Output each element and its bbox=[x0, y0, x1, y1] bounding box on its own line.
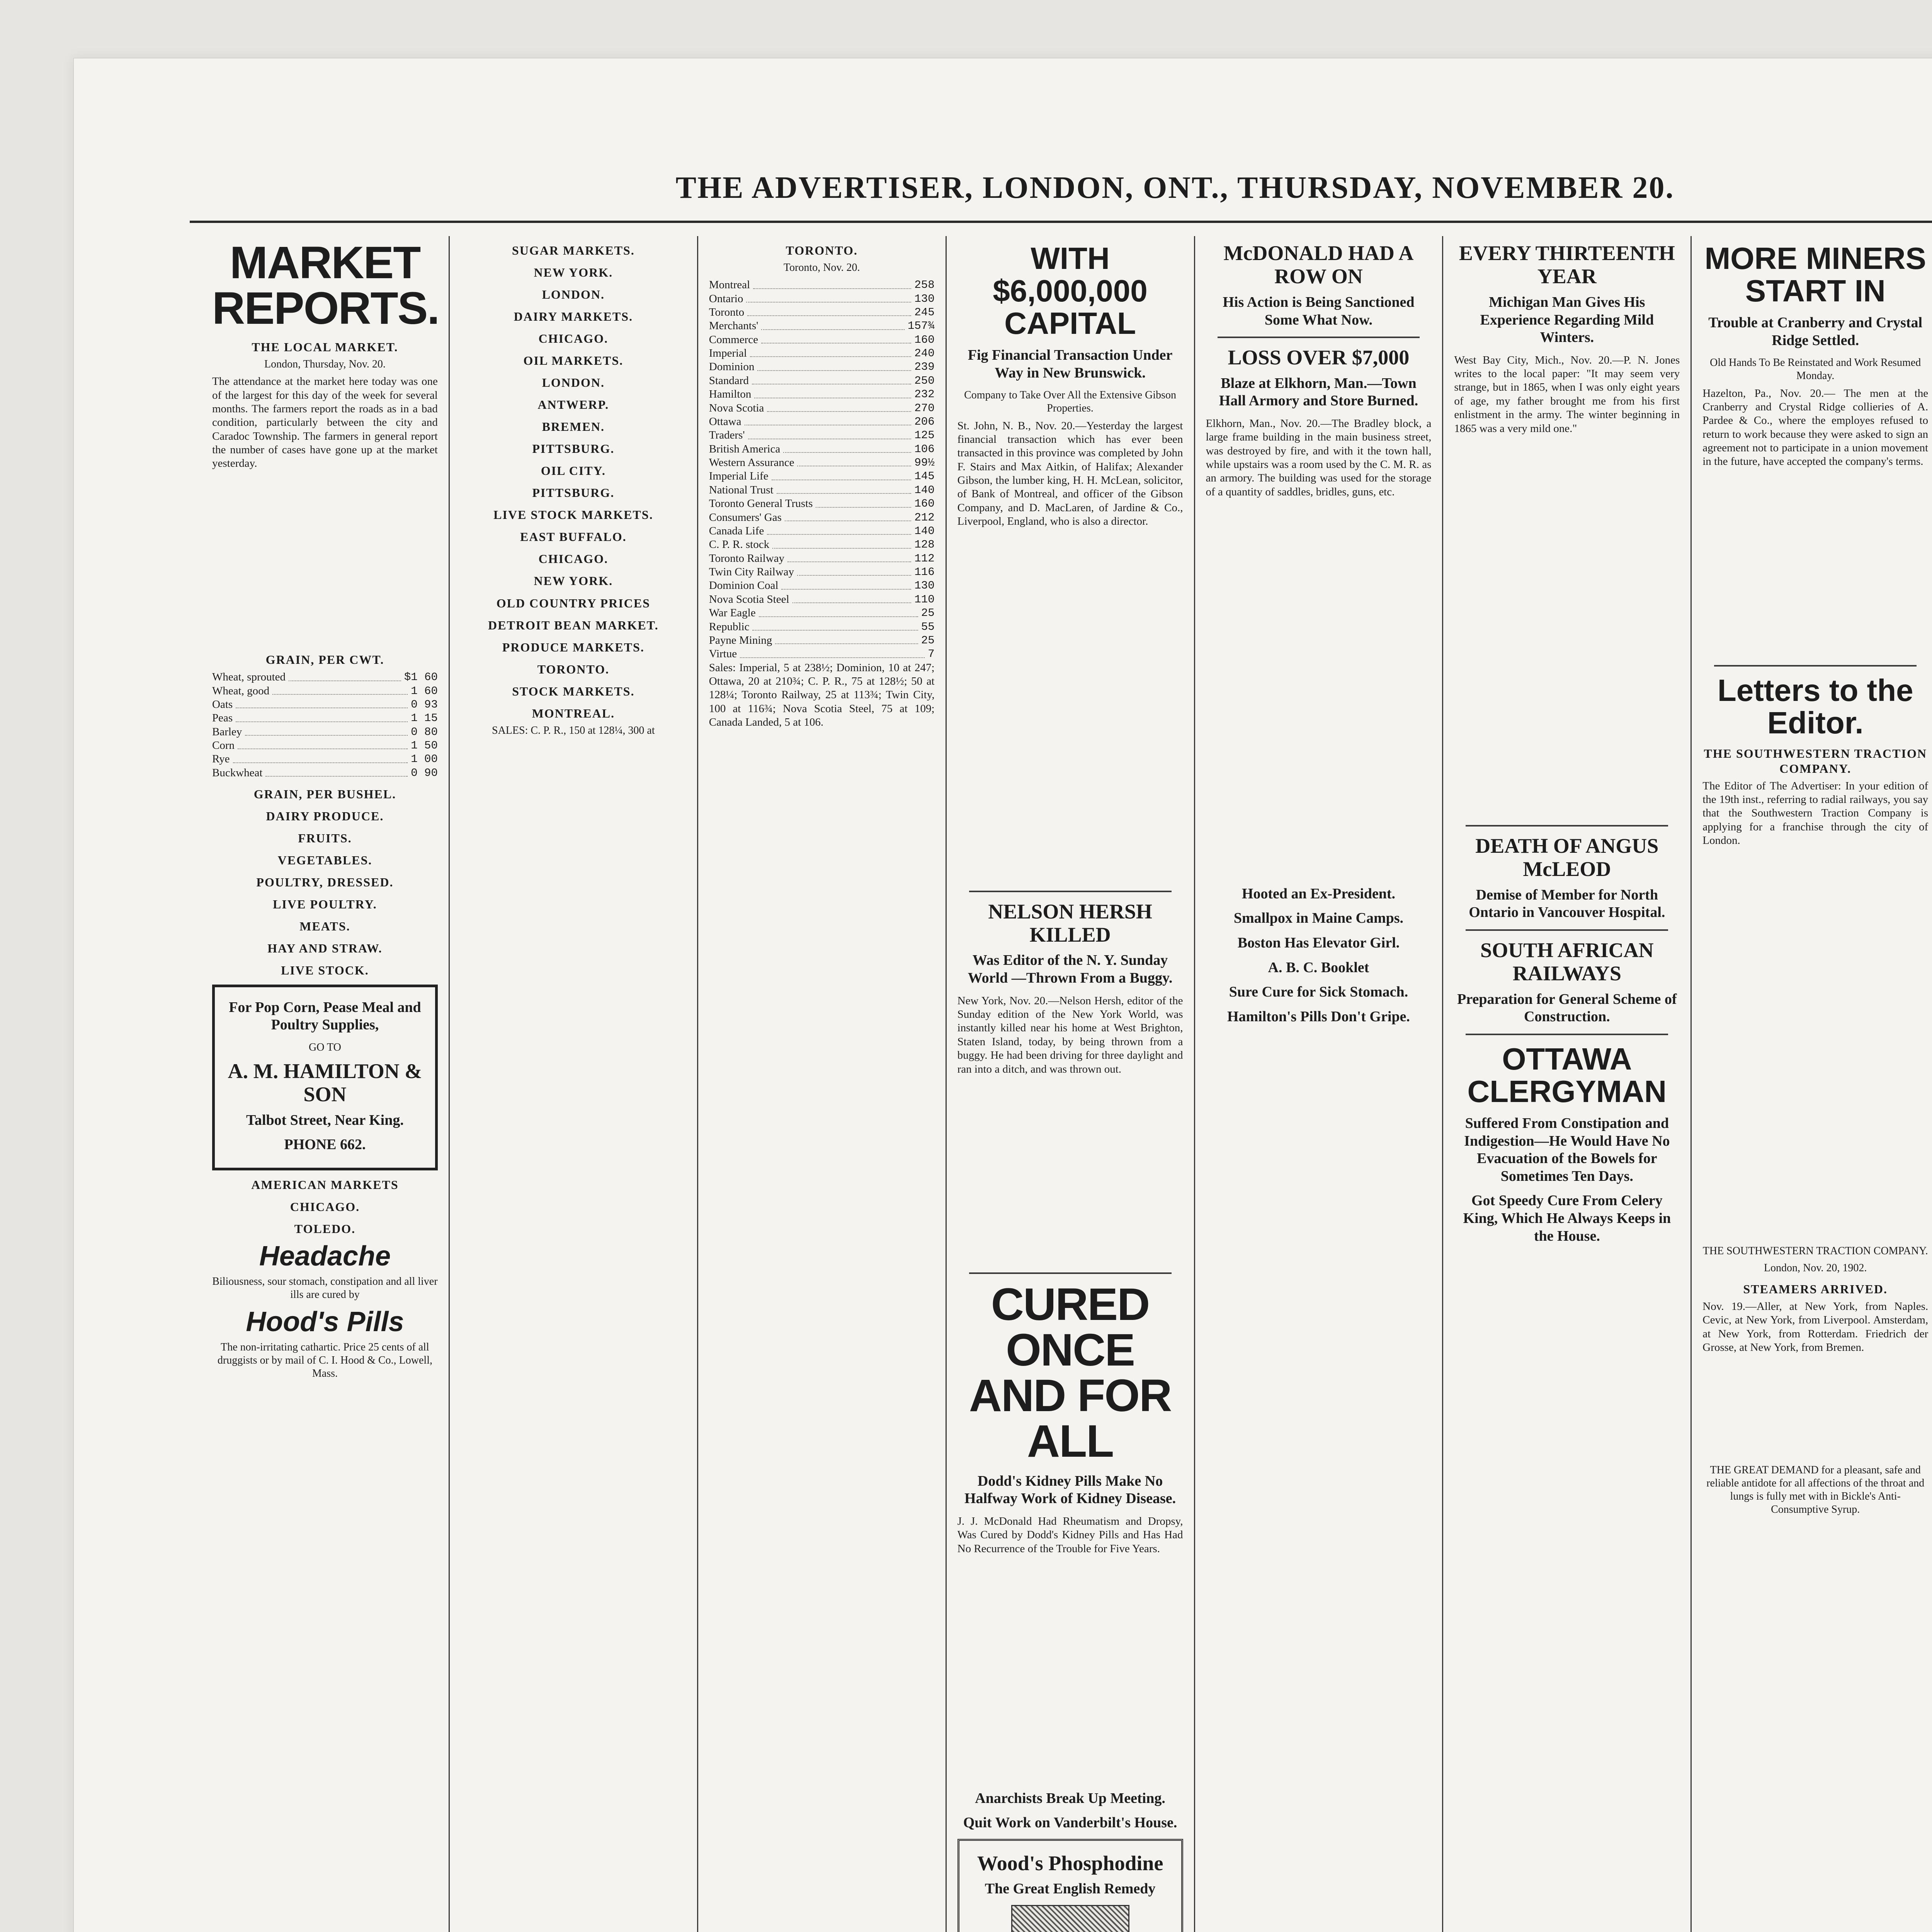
steamers-body: Nov. 19.—Aller, at New York, from Naples. Cevic, at New York, from Liverpool. Amsterdam, at New York, from Rotterdam. Friedrich der Grosse, at New York, from Bremen. bbox=[1702, 1300, 1929, 1354]
stock-row: Imperial Life 145 bbox=[709, 470, 935, 483]
stock-row: Ottawa 206 bbox=[709, 415, 935, 428]
south-african-headline: SOUTH AFRICAN RAILWAYS bbox=[1480, 938, 1654, 985]
stomach-head: Sure Cure for Sick Stomach. bbox=[1229, 984, 1408, 1000]
pittsburg-head: PITTSBURG. bbox=[532, 442, 615, 456]
stock-row: Twin City Railway 116 bbox=[709, 566, 935, 579]
column-3 bbox=[697, 236, 946, 1932]
american-markets-head: AMERICAN MARKETS bbox=[251, 1177, 399, 1192]
woods-phosphodine-ad bbox=[957, 1839, 1183, 1932]
stock-table bbox=[709, 278, 935, 661]
cured-subhead: Dodd's Kidney Pills Make No Halfway Work of Kidney Disease. bbox=[964, 1473, 1176, 1507]
miners-headline: MORE MINERS START IN bbox=[1704, 241, 1926, 308]
death-mcleod-headline: DEATH OF ANGUS McLEOD bbox=[1475, 834, 1659, 881]
live-poultry-head: LIVE POULTRY. bbox=[273, 897, 377, 912]
letters-headline: Letters to the Editor. bbox=[1717, 673, 1913, 740]
capital-subhead: Fig Financial Transaction Under Way in New Brunswick. bbox=[968, 347, 1173, 381]
london-head: LONDON. bbox=[542, 287, 605, 302]
stock-row: C. P. R. stock 128 bbox=[709, 538, 935, 551]
stock-row: Commerce 160 bbox=[709, 333, 935, 346]
headache-ad-title: Headache bbox=[259, 1241, 391, 1272]
stock-row: British America 106 bbox=[709, 442, 935, 456]
hamilton-ad-address: Talbot Street, Near King. bbox=[246, 1112, 404, 1128]
grain-cwt-row: Barley 0 80 bbox=[212, 725, 438, 738]
dairy-head: DAIRY PRODUCE. bbox=[266, 809, 384, 823]
stock-row: War Eagle 25 bbox=[709, 607, 935, 620]
london-oil-head: LONDON. bbox=[542, 376, 605, 390]
newyork-livestock-head: NEW YORK. bbox=[534, 574, 613, 588]
miners-body: Hazelton, Pa., Nov. 20.— The men at the Cranberry and Crystal Ridge collieries of A. Pardee & Co., where the employes refused to return to work because they were asked to sign an agreement not to participate in a union movement in the future, have accepted the company's terms. bbox=[1702, 387, 1929, 468]
south-african-subhead: Preparation for General Scheme of Construction. bbox=[1457, 991, 1677, 1025]
separator bbox=[969, 1272, 1172, 1274]
toronto-produce-head: TORONTO. bbox=[537, 662, 610, 676]
traction-date: London, Nov. 20, 1902. bbox=[1764, 1262, 1867, 1274]
stock-row: Dominion Coal 130 bbox=[709, 579, 935, 592]
toledo-head: TOLEDO. bbox=[294, 1222, 356, 1236]
woods-ad-subtitle: The Great English Remedy bbox=[985, 1881, 1156, 1897]
traction-signature: THE SOUTHWESTERN TRACTION COMPANY. bbox=[1702, 1245, 1928, 1257]
vanderbilt-head: Quit Work on Vanderbilt's House. bbox=[963, 1815, 1177, 1831]
market-reports-headline: MARKET REPORTS. bbox=[212, 237, 439, 334]
smallpox-head: Smallpox in Maine Camps. bbox=[1233, 910, 1404, 927]
local-market-dateline: London, Thursday, Nov. 20. bbox=[264, 358, 386, 371]
hamilton-ad-goto: GO TO bbox=[309, 1041, 341, 1053]
local-market-head: THE LOCAL MARKET. bbox=[252, 340, 398, 354]
stock-row: Nova Scotia Steel 110 bbox=[709, 593, 935, 606]
hoods-pills-ad-title: Hood's Pills bbox=[246, 1306, 404, 1338]
hamilton-ad-name: A. M. HAMILTON & SON bbox=[228, 1059, 422, 1106]
sales-line: SALES: C. P. R., 150 at 128¼, 300 at bbox=[492, 724, 655, 736]
column-6 bbox=[1442, 236, 1690, 1932]
boston-head: Boston Has Elevator Girl. bbox=[1237, 934, 1400, 951]
chicago-head: CHICAGO. bbox=[290, 1200, 360, 1214]
capital-headline: WITH $6,000,000 CAPITAL bbox=[993, 241, 1148, 340]
stock-row: Ontario 130 bbox=[709, 292, 935, 305]
woods-portrait-illustration bbox=[1011, 1905, 1129, 1932]
thirteenth-year-headline: EVERY THIRTEENTH YEAR bbox=[1459, 242, 1675, 288]
hay-head: HAY AND STRAW. bbox=[267, 941, 383, 956]
stock-row: Standard 250 bbox=[709, 374, 935, 387]
traction-head: THE SOUTHWESTERN TRACTION COMPANY. bbox=[1704, 746, 1927, 776]
separator bbox=[1218, 337, 1420, 338]
column-4 bbox=[946, 236, 1194, 1932]
dairy-markets-head: DAIRY MARKETS. bbox=[514, 310, 633, 324]
hooted-head: Hooted an Ex-President. bbox=[1242, 885, 1396, 902]
death-mcleod-subhead: Demise of Member for North Ontario in Vancouver Hospital. bbox=[1469, 886, 1665, 921]
grain-bushel-head: GRAIN, PER BUSHEL. bbox=[253, 787, 396, 801]
separator bbox=[1466, 825, 1668, 827]
pittsburg-2-head: PITTSBURG. bbox=[532, 486, 615, 500]
headache-ad-text: Biliousness, sour stomach, constipation and all liver ills are cured by bbox=[212, 1275, 438, 1301]
column-5 bbox=[1194, 236, 1442, 1932]
loss-subhead: Blaze at Elkhorn, Man.—Town Hall Armory and Store Burned. bbox=[1219, 375, 1418, 409]
stock-row: Toronto 245 bbox=[709, 306, 935, 319]
ottawa-clergyman-headline: OTTAWA CLERGYMAN bbox=[1467, 1041, 1667, 1109]
hamilton-pills-head: Hamilton's Pills Don't Gripe. bbox=[1227, 1008, 1410, 1025]
chicago-dairy-head: CHICAGO. bbox=[538, 332, 609, 346]
hamilton-ad-line1: For Pop Corn, Pease Meal and Poultry Supplies, bbox=[229, 999, 421, 1033]
column-1 bbox=[201, 236, 449, 1932]
masthead-rule bbox=[190, 221, 1932, 223]
grain-cwt-row: Buckwheat 0 90 bbox=[212, 766, 438, 779]
stock-row: Hamilton 232 bbox=[709, 388, 935, 401]
column-2 bbox=[449, 236, 697, 1932]
loss-body: Elkhorn, Man., Nov. 20.—The Bradley block, a large frame building in the main business street, was destroyed by fire, and with it the town hall, while upstairs was a room used by the C. M. R. as an armory. The building was used for the storage of a quantity of saddles, bridles, guns, etc. bbox=[1206, 417, 1432, 498]
stock-markets-head: STOCK MARKETS. bbox=[512, 684, 635, 698]
antwerp-head: ANTWERP. bbox=[537, 398, 609, 412]
ottawa-clergyman-subhead: Suffered From Constipation and Indigestion—He Would Have No Evacuation of the Bowels for Sometimes Ten Days. bbox=[1464, 1115, 1670, 1184]
local-market-text: The attendance at the market here today was one of the largest for this day of the week for several months. The farmers report the roads as in a bad condition, particularly between the city and Caradoc Township. The farmers in general report the number of cases have gone up at the market yesterday. bbox=[212, 375, 438, 470]
capital-body: St. John, N. B., Nov. 20.—Yesterday the largest financial transaction which has ever been transacted in this province was completed by John F. Stairs and Max Aitkin, of Halifax; Alexander Gibson, the lumber king, H. H. McLean, solicitor, of Bank of Montreal, and officer of the Gibson Company, and D. MacLaren, of Jardine & Co., Liverpool, England, who is also a director. bbox=[957, 419, 1183, 528]
stock-row: National Trust 140 bbox=[709, 483, 935, 497]
nelson-headline: NELSON HERSH KILLED bbox=[988, 900, 1152, 946]
east-buffalo-head: EAST BUFFALO. bbox=[520, 530, 627, 544]
grain-cwt-row: Oats 0 93 bbox=[212, 698, 438, 711]
live-stock-head: LIVE STOCK. bbox=[281, 963, 369, 978]
stock-row: Merchants' 157¾ bbox=[709, 320, 935, 333]
grain-cwt-row: Corn 1 50 bbox=[212, 739, 438, 752]
abc-head: A. B. C. Booklet bbox=[1268, 959, 1369, 976]
hoods-pills-ad-text: The non-irritating cathartic. Price 25 cents of all druggists or by mail of C. I. Hood & Co., Lowell, Mass. bbox=[217, 1341, 432, 1380]
woods-ad-title: Wood's Phosphodine bbox=[977, 1852, 1163, 1875]
detroit-bean-head: DETROIT BEAN MARKET. bbox=[488, 618, 659, 632]
grain-cwt-row: Wheat, good 1 60 bbox=[212, 684, 438, 697]
steamers-head: STEAMERS ARRIVED. bbox=[1743, 1282, 1888, 1296]
sugar-markets-head: SUGAR MARKETS. bbox=[512, 243, 635, 257]
anarchists-head: Anarchists Break Up Meeting. bbox=[975, 1790, 1165, 1806]
columns bbox=[201, 236, 1932, 1932]
bremen-head: BREMEN. bbox=[542, 420, 605, 434]
grain-cwt-head: GRAIN, PER CWT. bbox=[265, 653, 384, 667]
miners-sub2: Old Hands To Be Reinstated and Work Resumed Monday. bbox=[1710, 357, 1921, 382]
stock-row: Virtue 7 bbox=[709, 648, 935, 661]
grain-cwt-list bbox=[212, 670, 438, 780]
cured-headline: CURED ONCE AND FOR ALL bbox=[969, 1279, 1172, 1467]
stock-row: Canada Life 140 bbox=[709, 524, 935, 537]
thirteenth-year-subhead: Michigan Man Gives His Experience Regarding Mild Winters. bbox=[1480, 294, 1654, 346]
grain-cwt-row: Rye 1 00 bbox=[212, 753, 438, 766]
separator bbox=[969, 891, 1172, 892]
separator bbox=[1466, 929, 1668, 931]
toronto-stocks-head: TORONTO. bbox=[786, 243, 858, 257]
fruits-head: FRUITS. bbox=[298, 831, 352, 845]
oil-city-head: OIL CITY. bbox=[541, 464, 606, 478]
grain-cwt-row: Peas 1 15 bbox=[212, 712, 438, 725]
vegetables-head: VEGETABLES. bbox=[277, 853, 372, 867]
separator bbox=[1466, 1034, 1668, 1035]
stock-row: Toronto General Trusts 160 bbox=[709, 497, 935, 510]
toronto-stocks-dateline: Toronto, Nov. 20. bbox=[783, 262, 860, 274]
oil-markets-head: OIL MARKETS. bbox=[523, 354, 624, 368]
hamilton-ad-phone: PHONE 662. bbox=[284, 1136, 366, 1153]
grain-cwt-row: Wheat, sprouted $1 60 bbox=[212, 671, 438, 684]
loss-headline: LOSS OVER $7,000 bbox=[1228, 346, 1410, 369]
stock-row: Western Assurance 99½ bbox=[709, 456, 935, 469]
stock-row: Dominion 239 bbox=[709, 361, 935, 374]
miners-subhead: Trouble at Cranberry and Crystal Ridge Settled. bbox=[1708, 315, 1923, 349]
ottawa-clergyman-subhead-2: Got Speedy Cure From Celery King, Which He Always Keeps in the House. bbox=[1463, 1192, 1671, 1244]
thirteenth-year-body: West Bay City, Mich., Nov. 20.—P. N. Jones writes to the local paper: "It may seem very strange, but in 1865, when I was only eight years of age, my father brought me from his first enlistment in the army. The winter beginning in 1865 was a very mild one." bbox=[1454, 354, 1680, 435]
nelson-body: New York, Nov. 20.—Nelson Hersh, editor of the Sunday edition of the New York World, was instantly killed near his home at West Brighton, Staten Island, today, by being thrown from a buggy. He had been driving for three daylight and ran into a ditch, and was thrown out. bbox=[957, 994, 1183, 1075]
nelson-subhead: Was Editor of the N. Y. Sunday World —Thrown From a Buggy. bbox=[968, 952, 1173, 986]
hamilton-advertisement bbox=[212, 985, 438, 1170]
stock-row: Republic 55 bbox=[709, 620, 935, 633]
stock-row: Consumers' Gas 212 bbox=[709, 511, 935, 524]
live-stock-markets-head: LIVE STOCK MARKETS. bbox=[493, 508, 653, 522]
capital-sub2: Company to Take Over All the Extensive Gibson Properties. bbox=[964, 389, 1176, 415]
separator bbox=[1714, 665, 1917, 667]
stock-row: Montreal 258 bbox=[709, 279, 935, 292]
produce-markets-head: PRODUCE MARKETS. bbox=[502, 640, 645, 654]
meats-head: MEATS. bbox=[299, 919, 350, 934]
montreal-head: MONTREAL. bbox=[532, 706, 615, 720]
mcdonald-headline: McDONALD HAD A ROW ON bbox=[1223, 242, 1414, 288]
column-7 bbox=[1690, 236, 1932, 1932]
toronto-sales-text: Sales: Imperial, 5 at 238½; Dominion, 10 at 247; Ottawa, 20 at 210¾; C. P. R., 75 at 128½; 50 at 128¼; Toronto Railway, 25 at 113¾; Twin City, 100 at 116¾; Nova Scotia Steel, 75 at 109; Canada Landed, 5 at 106. bbox=[709, 661, 935, 729]
cured-body: J. J. McDonald Had Rheumatism and Dropsy, Was Cured by Dodd's Kidney Pills and Has Had No Recurrence of the Trouble for Five Years. bbox=[957, 1515, 1183, 1555]
great-demand-text: THE GREAT DEMAND for a pleasant, safe and reliable antidote for all affections of the throat and lungs is fully met with in Bickle's Anti-Consumptive Syrup. bbox=[1706, 1464, 1925, 1516]
chicago-livestock-head: CHICAGO. bbox=[538, 552, 609, 566]
poultry-head: POULTRY, DRESSED. bbox=[256, 875, 394, 889]
masthead: THE ADVERTISER, LONDON, ONT., THURSDAY, NOVEMBER 20. bbox=[675, 170, 1675, 205]
stock-row: Traders' 125 bbox=[709, 429, 935, 442]
stock-row: Payne Mining 25 bbox=[709, 634, 935, 647]
stock-row: Toronto Railway 112 bbox=[709, 552, 935, 565]
old-country-head: OLD COUNTRY PRICES bbox=[496, 596, 650, 610]
newyork-head: NEW YORK. bbox=[534, 265, 613, 280]
newspaper-page bbox=[73, 58, 1932, 1932]
stock-row: Nova Scotia 270 bbox=[709, 401, 935, 415]
traction-body: The Editor of The Advertiser: In your edition of the 19th inst., referring to radial railways, you say that the Southwestern Traction Company is applying for a franchise through the city of London. bbox=[1702, 779, 1929, 847]
stock-row: Imperial 240 bbox=[709, 347, 935, 360]
mcdonald-subhead: His Action is Being Sanctioned Some What Now. bbox=[1223, 294, 1415, 328]
